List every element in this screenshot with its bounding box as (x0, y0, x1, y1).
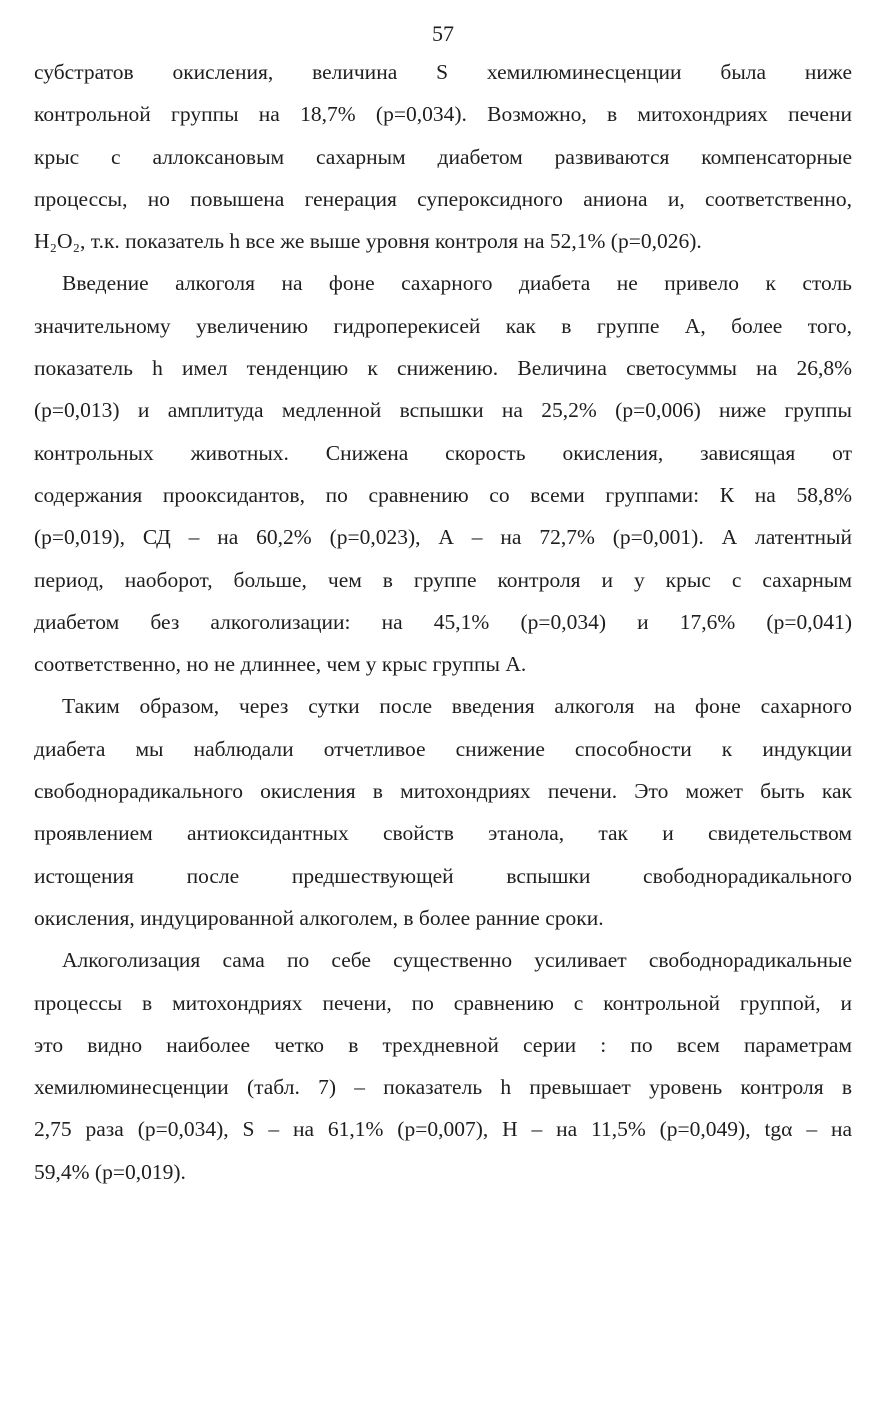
text-line: диабета мы наблюдали отчетливое снижение способности к индукции (34, 736, 852, 761)
text-line: контрольных животных. Снижена скорость окисления, зависящая от (34, 440, 852, 465)
text-line: показатель h имел тенденцию к снижению. Величина светосуммы на 26,8% (34, 356, 852, 381)
text-line: соответственно, но не длиннее, чем у крыс группы А. (34, 652, 527, 677)
text-line: контрольной группы на 18,7% (р=0,034). Возможно, в митохондриях печени (34, 102, 852, 127)
text-line: период, наоборот, больше, чем в группе контроля и у крыс с сахарным (34, 567, 852, 592)
text-line: субстратов окисления, величина S хемилюминесценции была ниже (34, 60, 852, 84)
text-line: Алкоголизация сама по себе существенно усиливает свободнорадикальные (62, 948, 852, 973)
page-number: 57 (432, 21, 454, 46)
text-line: Таким образом, через сутки после введения алкоголя на фоне сахарного (62, 694, 852, 719)
text-line: (р=0,013) и амплитуда медленной вспышки на 25,2% (р=0,006) ниже группы (34, 398, 852, 423)
text-line: (р=0,019), СД – на 60,2% (р=0,023), А – на 72,7% (р=0,001). А латентный (34, 525, 852, 550)
text-line: процессы, но повышена генерация супероксидного аниона и, соответственно, (34, 186, 852, 211)
text-line: крыс с аллоксановым сахарным диабетом развиваются компенсаторные (34, 144, 852, 169)
paragraph-1 (34, 51, 852, 262)
text-line: Введение алкоголя на фоне сахарного диабета не привело к столь (62, 271, 852, 296)
text-line: это видно наиболее четко в трехдневной серии : по всем параметрам (34, 1032, 852, 1057)
text-line: диабетом без алкоголизации: на 45,1% (р=0,034) и 17,6% (р=0,041) (34, 609, 852, 634)
text-line: 59,4% (р=0,019). (34, 1159, 186, 1184)
body-text (34, 51, 852, 1193)
paragraph-3 (34, 685, 852, 939)
paragraph-2 (34, 262, 852, 685)
text-line: содержания прооксидантов, по сравнению со всеми группами: К на 58,8% (34, 482, 852, 507)
text-line: истощения после предшествующей вспышки свободнорадикального (34, 863, 852, 888)
paragraph-4 (34, 939, 852, 1193)
text-line: хемилюминесценции (табл. 7) – показатель h превышает уровень контроля в (34, 1075, 852, 1100)
text-line: 2,75 раза (р=0,034), S – на 61,1% (р=0,007), H – на 11,5% (р=0,049), tgα – на (34, 1117, 852, 1142)
text-line: свободнорадикального окисления в митохондриях печени. Это может быть как (34, 779, 852, 804)
text-line: значительному увеличению гидроперекисей как в группе А, более того, (34, 313, 852, 338)
text-line: процессы в митохондриях печени, по сравнению с контрольной группой, и (34, 990, 852, 1015)
text-line: окисления, индуцированной алкоголем, в более ранние сроки. (34, 905, 604, 930)
text-line: H₂O₂, т.к. показатель h все же выше уровня контроля на 52,1% (р=0,026). (34, 229, 702, 254)
text-line: проявлением антиоксидантных свойств этанола, так и свидетельством (34, 821, 852, 846)
